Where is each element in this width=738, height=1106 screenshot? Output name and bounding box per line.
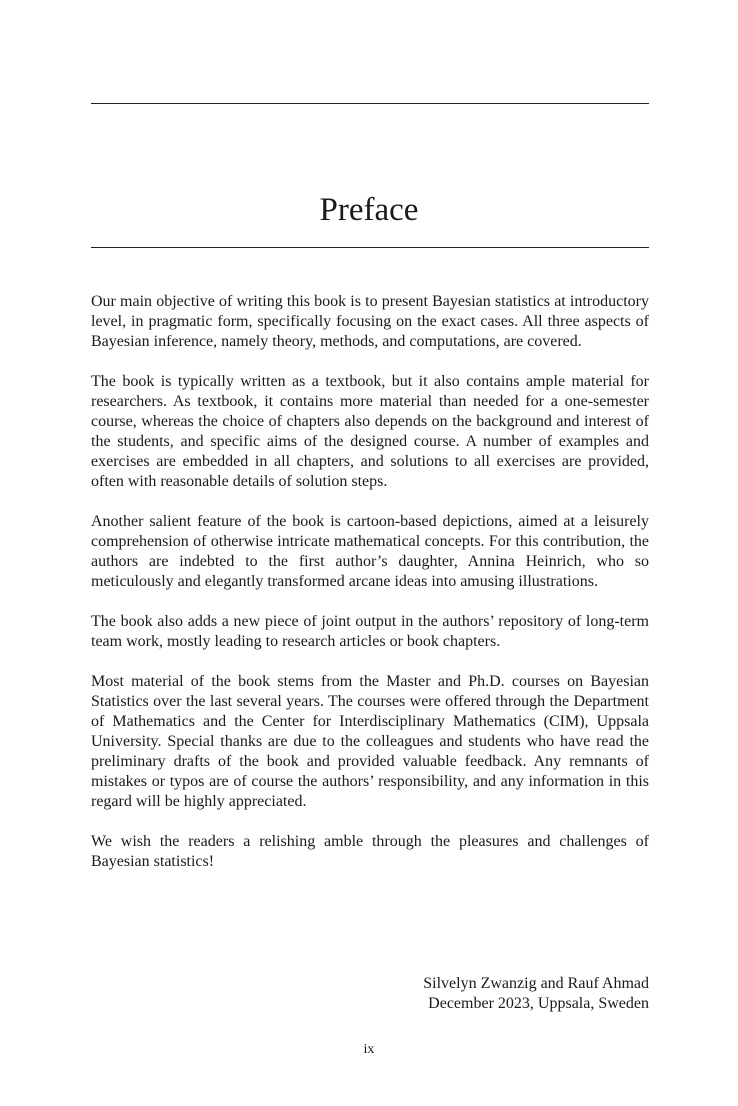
paragraph-cartoons: Another salient feature of the book is cartoon-based depictions, aimed at a leisurely comprehension of otherwise intricate mathematical concepts. For this contribution, the authors are indebted to the first author’s daughter, Annina Heinrich, who so meticulously and elegantly transformed arcane ideas into amusing illustrations.	[91, 513, 649, 590]
paragraph-objective: Our main objective of writing this book is to present Bayesian statistics at introductory level, in pragmatic form, specifically focusing on the exact cases. All three aspects of Bayesian inference, namely theory, methods, and computations, are covered.	[91, 293, 649, 350]
paragraph-closing: We wish the readers a relishing amble through the pleasures and challenges of Bayesian statistics!	[91, 833, 649, 870]
preface-body	[91, 292, 649, 892]
signature-block	[91, 974, 649, 1014]
paragraph-acknowledgements: Most material of the book stems from the Master and Ph.D. courses on Bayesian Statistics over the last several years. The courses were offered through the Department of Mathematics and the Center for Interdisciplinary Mathematics (CIM), Uppsala University. Special thanks are due to the colleagues and students who have read the preliminary drafts of the book and provided valuable feedback. Any remnants of mistakes or typos are of course the authors’ responsibility, and any information in this regard will be highly appreciated.	[91, 673, 649, 810]
title-rule	[91, 247, 649, 248]
paragraph-textbook: The book is typically written as a textbook, but it also contains ample material for researchers. As textbook, it contains more material than needed for a one-semester course, whereas the choice of chapters also depends on the background and interest of the students, and specific aims of the designed course. A number of examples and exercises are embedded in all chapters, and solutions to all exercises are provided, often with reasonable details of solution steps.	[91, 373, 649, 490]
page-number: ix	[363, 1042, 375, 1057]
top-rule	[91, 103, 649, 104]
signature-authors: Silvelyn Zwanzig and Rauf Ahmad	[423, 975, 649, 992]
page-title: Preface	[319, 192, 419, 228]
signature-date-place: December 2023, Uppsala, Sweden	[428, 995, 649, 1012]
paragraph-joint-output: The book also adds a new piece of joint output in the authors’ repository of long-term team work, mostly leading to research articles or book chapters.	[91, 613, 649, 650]
